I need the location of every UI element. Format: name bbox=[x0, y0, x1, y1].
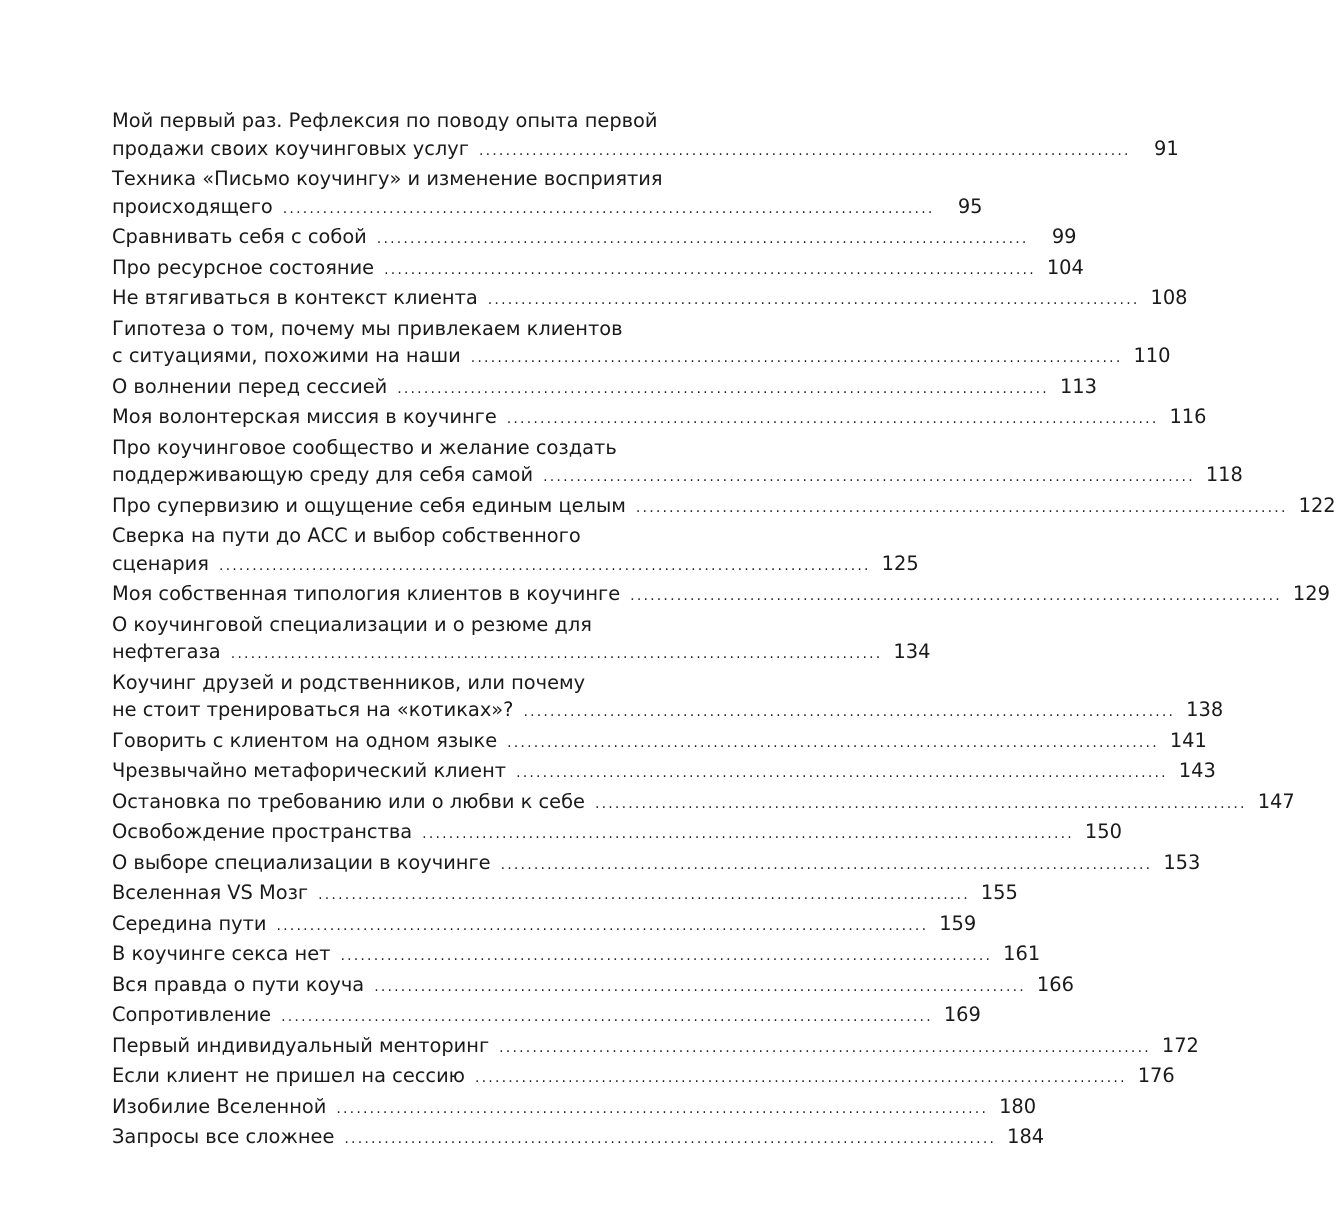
toc-entry-title-line: Остановка по требованию или о любви к себе bbox=[112, 789, 585, 813]
page-number: 150 bbox=[1084, 820, 1122, 843]
dot-leader: .................................................................................................. bbox=[276, 917, 929, 934]
dot-leader: .................................................................................................. bbox=[507, 734, 1159, 751]
toc-entry bbox=[112, 1062, 1175, 1093]
toc-entry bbox=[112, 403, 1207, 434]
toc-entry bbox=[112, 1093, 1037, 1124]
dot-leader: .................................................................................................. bbox=[318, 887, 970, 903]
toc-entry bbox=[112, 284, 1188, 315]
page-number: 166 bbox=[1036, 972, 1074, 996]
page-number: 113 bbox=[1059, 374, 1097, 398]
page-number: 91 bbox=[1154, 136, 1179, 160]
page-number: 176 bbox=[1137, 1064, 1175, 1087]
toc-entry-title-line: О волнении перед сессией bbox=[112, 374, 388, 398]
page-number: 172 bbox=[1161, 1033, 1199, 1057]
page-number: 110 bbox=[1133, 344, 1171, 367]
page-number: 104 bbox=[1046, 255, 1084, 279]
toc-entry bbox=[112, 580, 1330, 611]
dot-leader: .................................................................................................. bbox=[506, 411, 1159, 427]
dot-leader: .................................................................................................. bbox=[374, 978, 1026, 995]
toc-entry bbox=[112, 910, 977, 941]
toc-entry-title-line: Сравнивать себя с собой bbox=[112, 225, 367, 248]
page-number: 134 bbox=[893, 640, 931, 663]
toc-entry-title-line: Про коучинговое сообщество и желание создать bbox=[112, 435, 617, 459]
toc-entry bbox=[112, 971, 1074, 1002]
toc-entry-title-line: О выборе специализации в коучинге bbox=[112, 850, 491, 874]
toc-entry-title-line: Запросы все сложнее bbox=[112, 1125, 335, 1148]
page-number: 153 bbox=[1163, 850, 1201, 874]
toc-entry-title-line: поддерживающую среду для себя самой bbox=[112, 463, 534, 486]
toc-entry-title-line: Не втягиваться в контекст клиента bbox=[112, 286, 478, 309]
dot-leader: .................................................................................................. bbox=[516, 765, 1168, 781]
toc-entry-title-line: Середина пути bbox=[112, 911, 267, 935]
page-number: 108 bbox=[1150, 286, 1188, 309]
toc-entry-title-line: Говорить с клиентом на одном языке bbox=[112, 728, 498, 752]
toc-entry-title-line: Гипотеза о том, почему мы привлекаем клиентов bbox=[112, 316, 623, 340]
toc-entry-title-line: Освобождение пространства bbox=[112, 820, 413, 843]
dot-leader: .................................................................................................. bbox=[487, 292, 1140, 308]
toc-entry bbox=[112, 1001, 981, 1032]
toc-entry bbox=[112, 254, 1084, 285]
toc-entry-title-line: Про супервизию и ощущение себя единым целым bbox=[112, 493, 626, 517]
toc-entry bbox=[112, 373, 1097, 404]
dot-leader: .................................................................................................. bbox=[635, 499, 1288, 516]
page-number: 169 bbox=[943, 1003, 981, 1026]
dot-leader: .................................................................................................. bbox=[376, 231, 1029, 247]
dot-leader: .................................................................................................. bbox=[397, 380, 1049, 397]
page-number: 118 bbox=[1205, 463, 1243, 486]
page-number: 141 bbox=[1169, 728, 1207, 752]
toc-entry-title-line: Коучинг друзей и родственников, или почему bbox=[112, 670, 586, 694]
toc-entry-title-line: Вся правда о пути коуча bbox=[112, 972, 365, 996]
table-of-contents bbox=[112, 107, 1336, 1154]
toc-entry bbox=[112, 849, 1201, 880]
dot-leader: .................................................................................................. bbox=[499, 1039, 1151, 1056]
toc-entry bbox=[112, 434, 1243, 492]
page-number: 125 bbox=[881, 551, 919, 575]
toc-entry bbox=[112, 107, 1179, 165]
toc-entry bbox=[112, 492, 1336, 523]
toc-entry bbox=[112, 727, 1207, 758]
page-number: 180 bbox=[999, 1094, 1037, 1118]
page-number: 122 bbox=[1298, 493, 1336, 517]
toc-entry-title-line: Первый индивидуальный менторинг bbox=[112, 1033, 490, 1057]
toc-entry bbox=[112, 611, 931, 669]
toc-entry bbox=[112, 223, 1077, 254]
dot-leader: .................................................................................................. bbox=[475, 1070, 1127, 1086]
dot-leader: .................................................................................................. bbox=[500, 856, 1153, 873]
toc-entry bbox=[112, 1032, 1199, 1063]
page-number: 147 bbox=[1257, 789, 1295, 813]
page-number: 159 bbox=[939, 911, 977, 935]
dot-leader: .................................................................................................. bbox=[230, 646, 883, 662]
toc-entry bbox=[112, 315, 1171, 373]
dot-leader: .................................................................................................. bbox=[344, 1131, 997, 1147]
toc-entry bbox=[112, 940, 1041, 971]
page-number: 143 bbox=[1178, 759, 1216, 782]
page-number: 99 bbox=[1051, 225, 1077, 248]
dot-leader: .................................................................................................. bbox=[543, 469, 1195, 485]
toc-entry bbox=[112, 669, 1224, 727]
dot-leader: .................................................................................................. bbox=[340, 948, 993, 964]
toc-entry-title-line: В коучинге секса нет bbox=[112, 942, 331, 965]
toc-entry-title-line: Чрезвычайно метафорический клиент bbox=[112, 759, 507, 782]
toc-entry-title-line: не стоит тренироваться на «котиках»? bbox=[112, 698, 514, 721]
dot-leader: .................................................................................................. bbox=[594, 795, 1247, 812]
toc-entry-title-line: Если клиент не пришел на сессию bbox=[112, 1064, 465, 1087]
toc-entry bbox=[112, 818, 1122, 849]
toc-entry-title-line: Сверка на пути до АСС и выбор собственного bbox=[112, 524, 581, 547]
toc-entry bbox=[112, 1123, 1045, 1154]
dot-leader: .................................................................................................. bbox=[470, 350, 1123, 366]
toc-entry-title-line: сценария bbox=[112, 551, 209, 575]
toc-entry-title-line: Сопротивление bbox=[112, 1003, 272, 1026]
page-number: 129 bbox=[1292, 582, 1330, 605]
toc-entry bbox=[112, 757, 1216, 788]
toc-entry-title-line: с ситуациями, похожими на наши bbox=[112, 344, 461, 367]
dot-leader: .................................................................................................. bbox=[336, 1100, 989, 1117]
dot-leader: .................................................................................................. bbox=[384, 261, 1036, 278]
page-number: 138 bbox=[1186, 698, 1224, 721]
page-number: 155 bbox=[980, 881, 1018, 904]
dot-leader: .................................................................................................. bbox=[281, 1009, 933, 1025]
toc-entry-title-line: происходящего bbox=[112, 194, 273, 218]
toc-entry bbox=[112, 788, 1295, 819]
dot-leader: .................................................................................................. bbox=[630, 588, 1282, 604]
dot-leader: .................................................................................................. bbox=[282, 200, 935, 217]
page-number: 184 bbox=[1007, 1125, 1045, 1148]
toc-entry bbox=[112, 522, 919, 580]
toc-entry-title-line: Моя собственная типология клиентов в коучинге bbox=[112, 582, 621, 605]
toc-entry bbox=[112, 879, 1018, 910]
toc-entry-title-line: Вселенная VS Мозг bbox=[112, 881, 309, 904]
toc-entry-title-line: Моя волонтерская миссия в коучинге bbox=[112, 405, 497, 428]
dot-leader: .................................................................................................. bbox=[523, 704, 1176, 720]
toc-entry-title-line: нефтегаза bbox=[112, 640, 221, 663]
dot-leader: .................................................................................................. bbox=[218, 557, 871, 574]
page-number: 95 bbox=[957, 194, 983, 218]
page-number: 116 bbox=[1169, 405, 1207, 428]
toc-entry-title-line: Мой первый раз. Рефлексия по поводу опыта первой bbox=[112, 109, 658, 132]
toc-entry-title-line: продажи своих коучинговых услуг bbox=[112, 136, 469, 160]
toc-entry bbox=[112, 165, 983, 223]
dot-leader: .................................................................................................. bbox=[422, 826, 1074, 842]
page-number: 161 bbox=[1003, 942, 1041, 965]
toc-entry-title-line: Про ресурсное состояние bbox=[112, 255, 375, 279]
toc-entry-title-line: Техника «Письмо коучингу» и изменение восприятия bbox=[112, 167, 663, 190]
toc-entry-title-line: Изобилие Вселенной bbox=[112, 1094, 327, 1118]
toc-entry-title-line: О коучинговой специализации и о резюме для bbox=[112, 612, 592, 636]
dot-leader: .................................................................................................. bbox=[478, 142, 1131, 159]
